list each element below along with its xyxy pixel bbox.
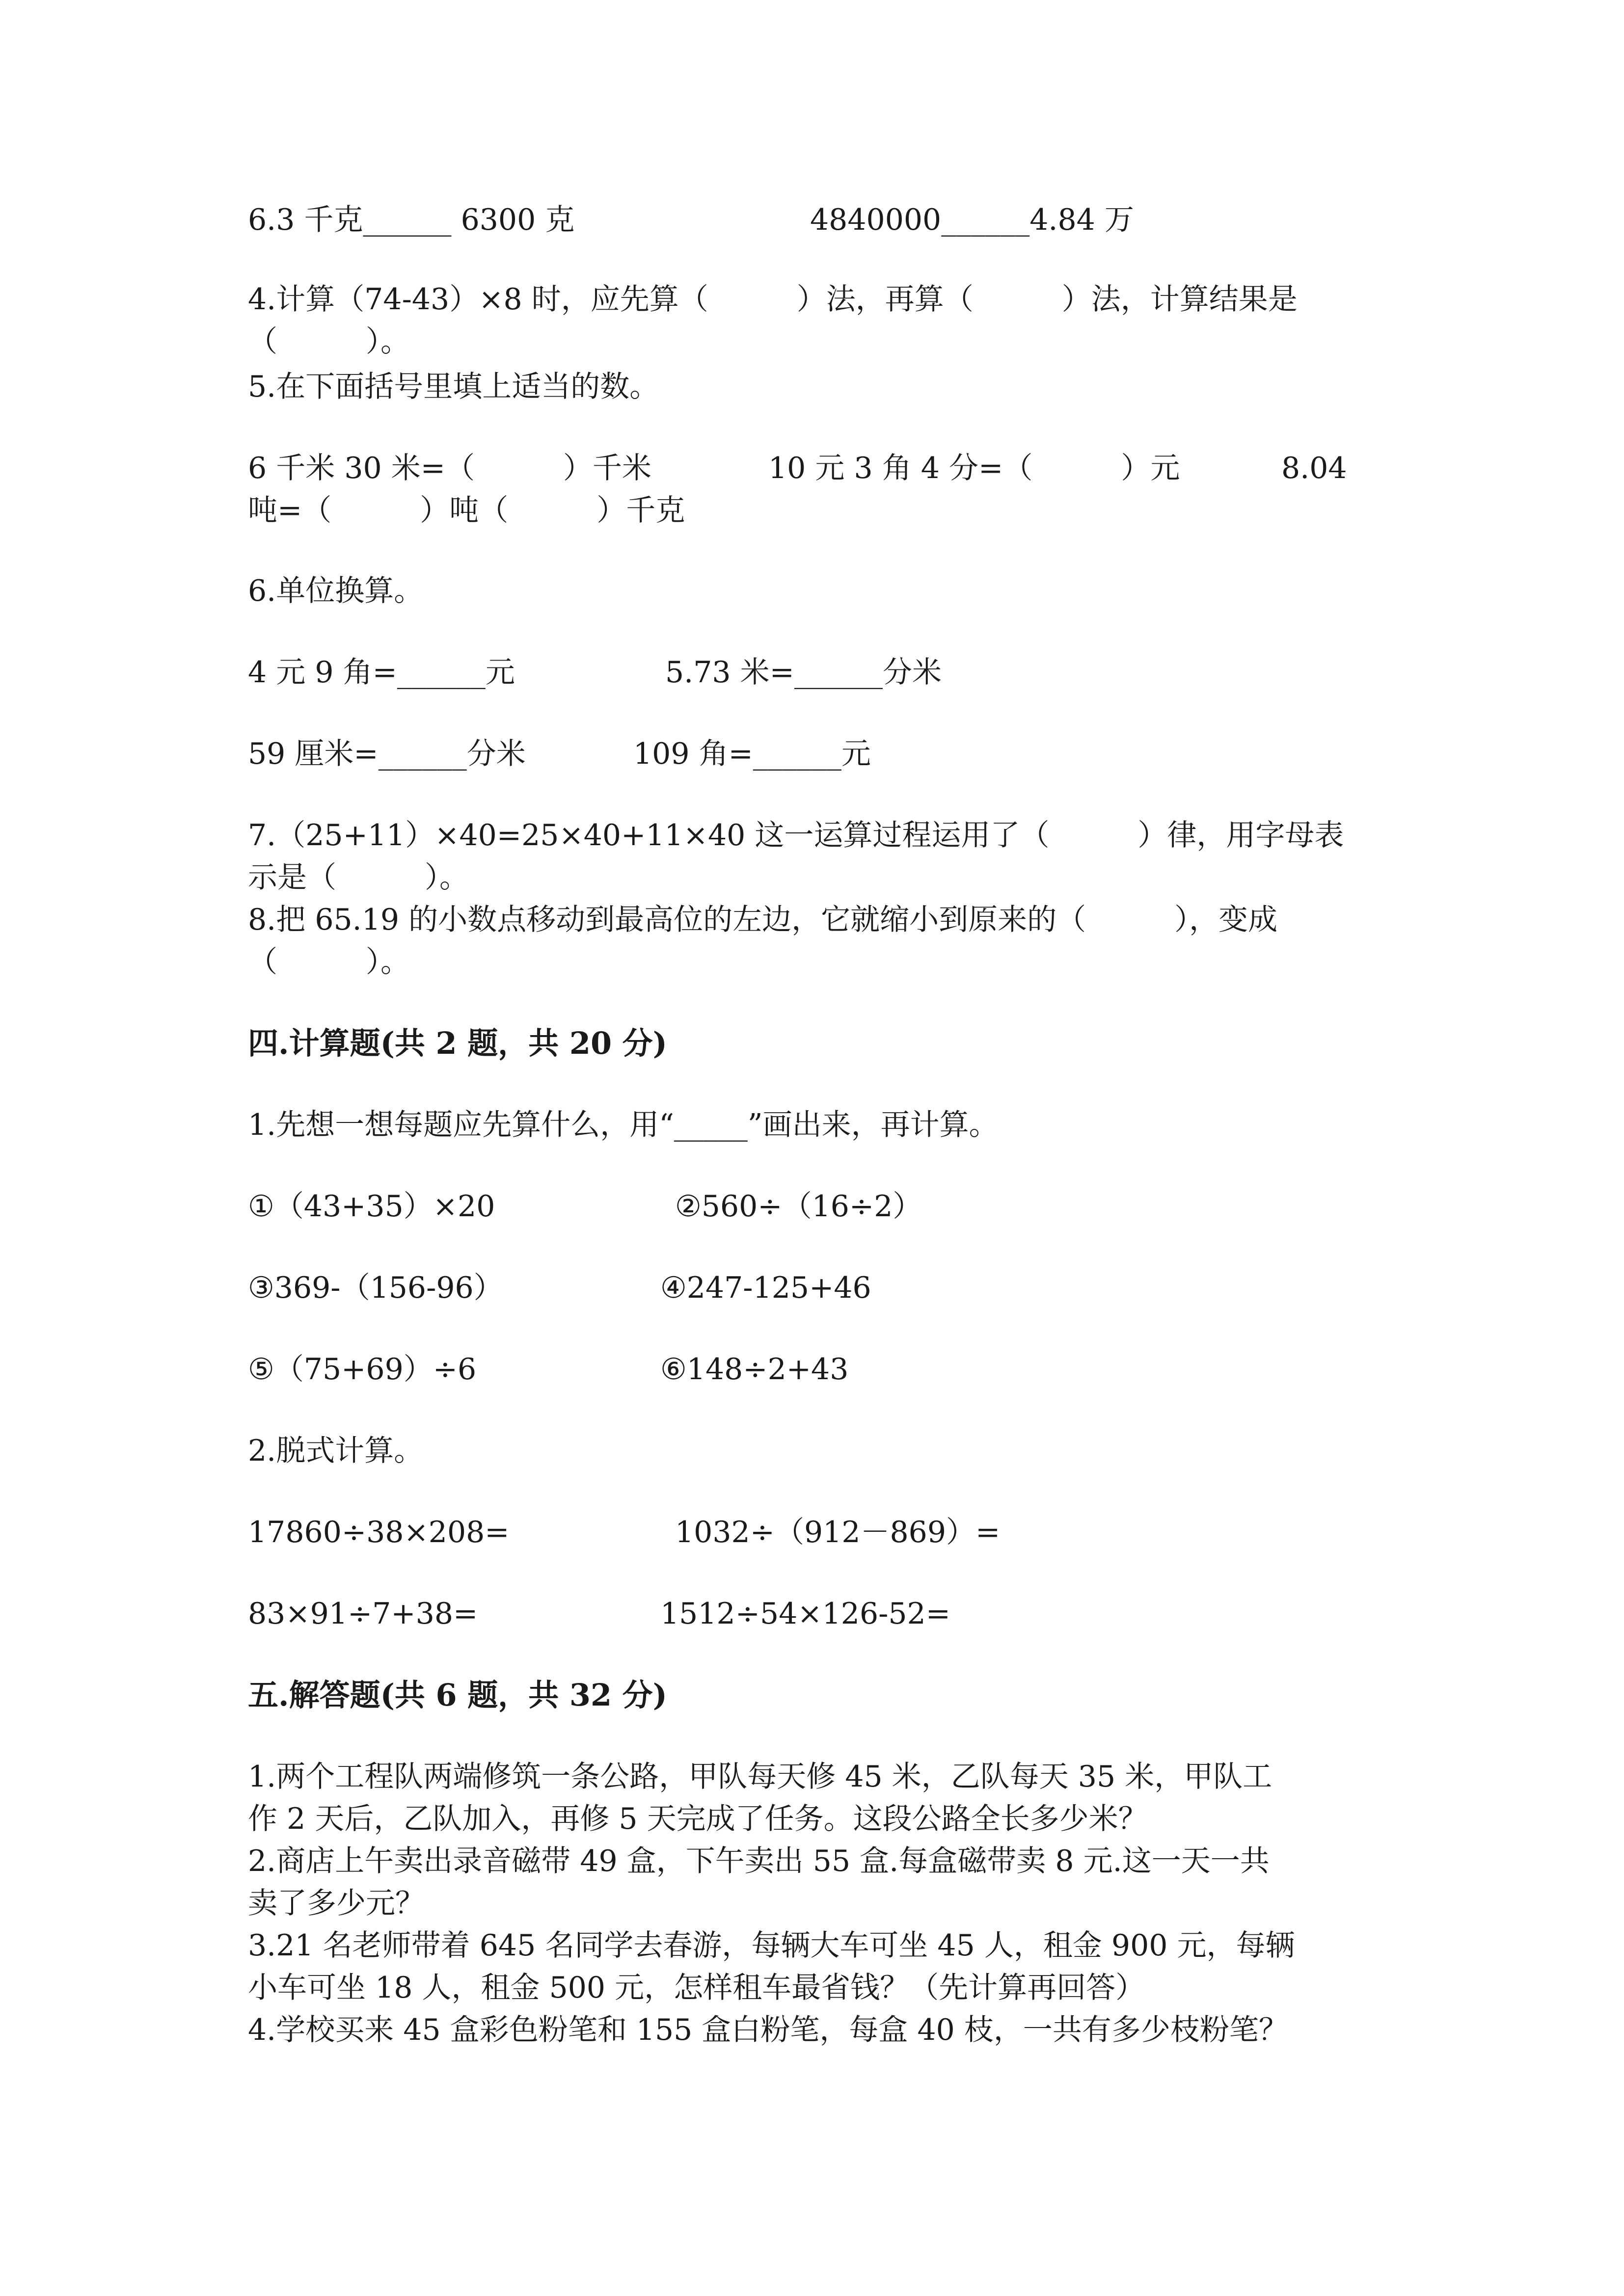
s5-q4-line-1: 4.学校买来 45 盒彩色粉笔和 155 盒白粉笔，每盒 40 枝，一共有多少枝粉笔？ (248, 2013, 1288, 2047)
s4-q1-item: ⑥148÷2+43 (660, 1352, 849, 1387)
s5-q2-line-2: 卖了多少元？ (248, 1886, 425, 1921)
s4-q1-item: ⑤（75+69）÷6 (248, 1352, 477, 1387)
s4-q2-item: 1512÷54×126-52= (660, 1597, 951, 1631)
q6-item-d: 109 角=______元 (633, 737, 871, 771)
q5-item-a: 6 千米 30 米=（ ）千米 (248, 451, 652, 485)
q8-line-1: 8.把 65.19 的小数点移动到最高位的左边，它就缩小到原来的（ ），变成 (248, 903, 1278, 937)
s4-q1-title: 1.先想一想每题应先算什么，用“_____”画出来，再计算。 (248, 1108, 999, 1142)
q7-line-1: 7.（25+11）×40=25×40+11×40 这一运算过程运用了（ ）律，用字母表 (248, 818, 1344, 853)
s5-q1-line-2: 作 2 天后，乙队加入，再修 5 天完成了任务。这段公路全长多少米？ (248, 1802, 1148, 1836)
s4-q1-item: ③369-（156-96） (248, 1271, 503, 1305)
section-4-heading: 四.计算题(共 2 题，共 20 分) (248, 1025, 668, 1061)
s4-q1-item: ②560÷（16÷2） (675, 1189, 922, 1224)
q4-line-1: 4.计算（74-43）×8 时，应先算（ ）法，再算（ ）法，计算结果是 (248, 282, 1298, 317)
section-5-heading: 五.解答题(共 6 题，共 32 分) (248, 1677, 668, 1713)
s4-q2-title: 2.脱式计算。 (248, 1434, 424, 1468)
q7-line-2: 示是（ ）。 (248, 860, 469, 895)
s5-q3-line-1: 3.21 名老师带着 645 名同学去春游，每辆大车可坐 45 人，租金 900 元，每辆 (248, 1928, 1295, 1963)
s4-q1-item: ①（43+35）×20 (248, 1189, 495, 1224)
q3-item-a: 6.3 千克______ 6300 克 (248, 203, 575, 237)
s5-q3-line-2: 小车可坐 18 人，租金 500 元，怎样租车最省钱？（先计算再回答） (248, 1971, 1145, 2005)
q6-item-c: 59 厘米=______分米 (248, 737, 526, 771)
s4-q2-item: 1032÷（912－869）= (675, 1515, 1001, 1549)
s4-q2-item: 17860÷38×208= (248, 1515, 510, 1549)
s4-q1-item: ④247-125+46 (660, 1271, 871, 1305)
q6-item-b: 5.73 米=______分米 (665, 655, 942, 690)
s4-q2-item: 83×91÷7+38= (248, 1597, 478, 1631)
q5-line-2: 吨=（ ）吨（ ）千克 (248, 493, 685, 528)
s5-q1-line-1: 1.两个工程队两端修筑一条公路，甲队每天修 45 米，乙队每天 35 米，甲队工 (248, 1760, 1272, 1794)
q3-item-b: 4840000______4.84 万 (810, 203, 1134, 237)
q5-title: 5.在下面括号里填上适当的数。 (248, 370, 659, 404)
q8-line-2: （ ）。 (248, 945, 410, 979)
q6-title: 6.单位换算。 (248, 574, 424, 608)
q6-item-a: 4 元 9 角=______元 (248, 655, 515, 690)
s5-q2-line-1: 2.商店上午卖出录音磁带 49 盒，下午卖出 55 盒.每盒磁带卖 8 元.这一天一共 (248, 1844, 1270, 1878)
q5-item-c: 8.04 (1281, 451, 1347, 485)
q5-item-b: 10 元 3 角 4 分=（ ）元 (768, 451, 1180, 485)
q4-line-2: （ ）。 (248, 324, 410, 359)
